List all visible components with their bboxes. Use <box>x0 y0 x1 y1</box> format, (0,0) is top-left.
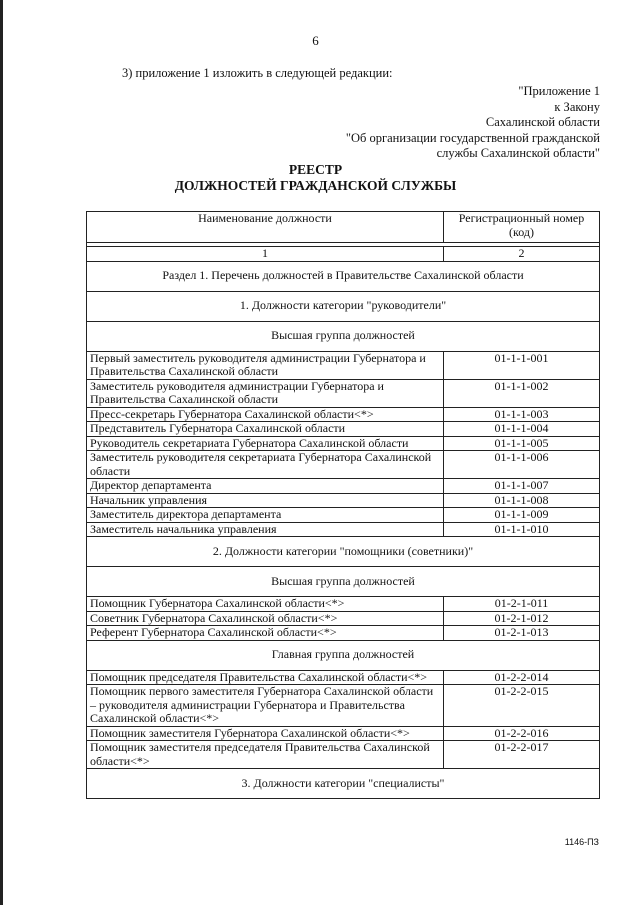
position-row <box>87 451 600 479</box>
position-name: Заместитель начальника управления <box>87 522 444 537</box>
register-table-body <box>87 212 600 799</box>
title-line: РЕЕСТР <box>288 162 343 177</box>
epigraph-line: службы Сахалинской области" <box>436 146 600 160</box>
position-code: 01-1-1-007 <box>444 479 600 494</box>
position-name: Помощник Губернатора Сахалинской области<*> <box>87 597 444 612</box>
category-title: 2. Должности категории "помощники (советники)" <box>87 537 600 567</box>
group-title: Главная группа должностей <box>87 640 600 670</box>
position-name: Советник Губернатора Сахалинской области<*> <box>87 611 444 626</box>
position-code: 01-2-2-016 <box>444 726 600 741</box>
column-number-1: 1 <box>87 247 444 262</box>
category-row <box>87 769 600 799</box>
position-code: 01-2-1-013 <box>444 626 600 641</box>
position-code: 01-1-1-003 <box>444 407 600 422</box>
group-row <box>87 640 600 670</box>
section-title: Раздел 1. Перечень должностей в Правительстве Сахалинской области <box>87 261 600 291</box>
position-name: Заместитель руководителя секретариата Губернатора Сахалинской области <box>87 451 444 479</box>
position-row <box>87 436 600 451</box>
position-row <box>87 508 600 523</box>
position-row <box>87 597 600 612</box>
position-row <box>87 351 600 379</box>
position-name: Пресс-секретарь Губернатора Сахалинской области<*> <box>87 407 444 422</box>
position-row <box>87 379 600 407</box>
position-row <box>87 493 600 508</box>
position-name: Директор департамента <box>87 479 444 494</box>
document-code: 1146-ПЗ <box>564 837 599 847</box>
table-header-row <box>87 212 600 243</box>
position-row <box>87 685 600 727</box>
column-number-2: 2 <box>444 247 600 262</box>
header-name-cell: Наименование должности <box>87 212 444 243</box>
group-row <box>87 567 600 597</box>
position-name: Помощник заместителя Губернатора Сахалинской области<*> <box>87 726 444 741</box>
position-code: 01-1-1-002 <box>444 379 600 407</box>
category-row <box>87 537 600 567</box>
position-code: 01-1-1-004 <box>444 422 600 437</box>
page-edge-rule <box>0 0 3 905</box>
group-title: Высшая группа должностей <box>87 321 600 351</box>
category-row <box>87 291 600 321</box>
epigraph-line: "Приложение 1 <box>518 84 600 98</box>
position-name: Первый заместитель руководителя администрации Губернатора и Правительства Сахалинской области <box>87 351 444 379</box>
position-name: Помощник председателя Правительства Сахалинской области<*> <box>87 670 444 685</box>
position-code: 01-1-1-010 <box>444 522 600 537</box>
position-name: Референт Губернатора Сахалинской области<*> <box>87 626 444 641</box>
position-code: 01-1-1-006 <box>444 451 600 479</box>
position-name: Представитель Губернатора Сахалинской области <box>87 422 444 437</box>
position-row <box>87 611 600 626</box>
position-code: 01-1-1-005 <box>444 436 600 451</box>
position-name: Заместитель директора департамента <box>87 508 444 523</box>
title-line: ДОЛЖНОСТЕЙ ГРАЖДАНСКОЙ СЛУЖБЫ <box>174 178 457 193</box>
position-row <box>87 479 600 494</box>
position-name: Заместитель руководителя администрации Губернатора и Правительства Сахалинской области <box>87 379 444 407</box>
position-code: 01-1-1-008 <box>444 493 600 508</box>
position-code: 01-2-2-017 <box>444 741 600 769</box>
epigraph-line: "Об организации государственной гражданской <box>345 130 600 145</box>
position-code: 01-1-1-009 <box>444 508 600 523</box>
position-name: Руководитель секретариата Губернатора Сахалинской области <box>87 436 444 451</box>
position-row <box>87 407 600 422</box>
document-title <box>0 162 631 194</box>
position-row <box>87 670 600 685</box>
position-name: Помощник первого заместителя Губернатора Сахалинской области – руководителя администрации Губернатора и Правительства Сахалинской области<*> <box>87 685 444 727</box>
position-row <box>87 626 600 641</box>
position-code: 01-2-2-014 <box>444 670 600 685</box>
position-code: 01-2-1-012 <box>444 611 600 626</box>
register-table <box>86 211 600 799</box>
position-row <box>87 522 600 537</box>
section-row <box>87 261 600 291</box>
epigraph-line: Сахалинской области <box>485 115 600 129</box>
position-code: 01-2-2-015 <box>444 685 600 727</box>
position-row <box>87 741 600 769</box>
group-title: Высшая группа должностей <box>87 567 600 597</box>
position-name: Начальник управления <box>87 493 444 508</box>
position-row <box>87 726 600 741</box>
appendix-epigraph <box>346 84 600 162</box>
position-row <box>87 422 600 437</box>
position-code: 01-1-1-001 <box>444 351 600 379</box>
position-code: 01-2-1-011 <box>444 597 600 612</box>
category-title: 3. Должности категории "специалисты" <box>87 769 600 799</box>
amendment-intro: 3) приложение 1 изложить в следующей редакции: <box>122 66 393 80</box>
page-number: 6 <box>312 33 319 48</box>
header-code-cell: Регистрационный номер (код) <box>444 212 600 243</box>
category-title: 1. Должности категории "руководители" <box>87 291 600 321</box>
epigraph-line: к Закону <box>554 99 600 114</box>
position-name: Помощник заместителя председателя Правительства Сахалинской области<*> <box>87 741 444 769</box>
group-row <box>87 321 600 351</box>
column-number-row <box>87 247 600 262</box>
